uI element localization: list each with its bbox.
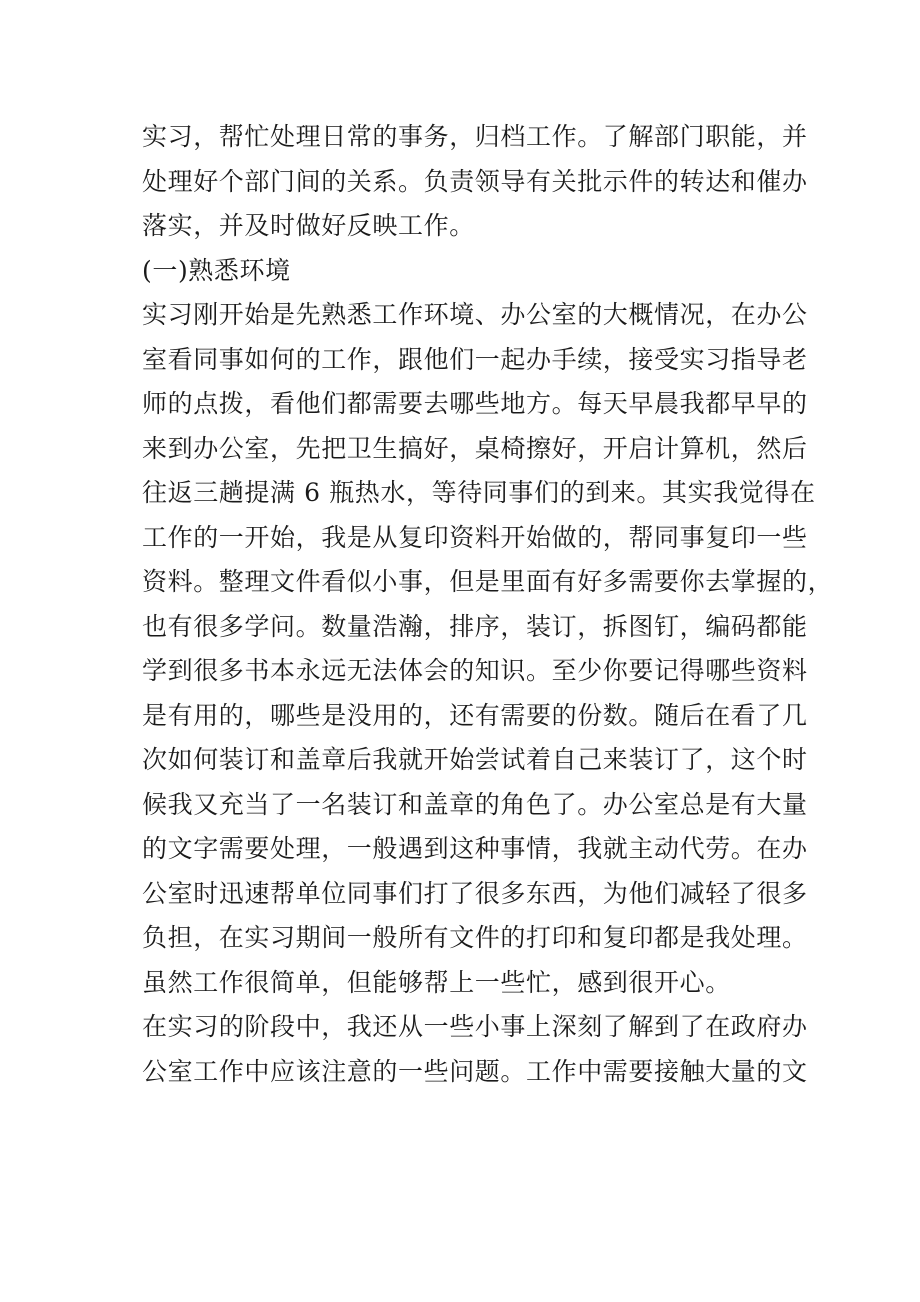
text-line: 往返三趟提满 6 瓶热水，等待同事们的到来。其实我觉得在 xyxy=(142,478,816,507)
section-heading: (一)熟悉环境 xyxy=(142,255,291,285)
text-line: 处理好个部门间的关系。负责领导有关批示件的转达和催办 xyxy=(142,166,808,196)
text-line: 实习刚开始是先熟悉工作环境、办公室的大概情况，在办公 xyxy=(142,300,808,329)
text-line: 来到办公室，先把卫生搞好，桌椅擦好，开启计算机，然后 xyxy=(142,433,808,463)
text-line: 学到很多书本永远无法体会的知识。至少你要记得哪些资料 xyxy=(142,656,808,685)
text-line: 的文字需要处理，一般遇到这种事情，我就主动代劳。在办 xyxy=(142,834,808,863)
text-line: 落实，并及时做好反映工作。 xyxy=(142,211,475,240)
document-body xyxy=(142,115,834,1094)
text-line: 资料。整理文件看似小事，但是里面有好多需要你去掌握的， xyxy=(142,567,834,596)
text-line: 候我又充当了一名装订和盖章的角色了。办公室总是有大量 xyxy=(142,789,808,819)
text-line: 工作的一开始，我是从复印资料开始做的，帮同事复印一些 xyxy=(142,522,808,552)
text-line: 在实习的阶段中，我还从一些小事上深刻了解到了在政府办 xyxy=(142,1012,808,1041)
text-line: 室看同事如何的工作，跟他们一起办手续，接受实习指导老 xyxy=(142,344,808,374)
text-line: 实习，帮忙处理日常的事务，归档工作。了解部门职能，并 xyxy=(142,122,808,151)
text-line: 也有很多学问。数量浩瀚，排序，装订，拆图钉，编码都能 xyxy=(142,611,808,641)
text-line: 次如何装订和盖章后我就开始尝试着自己来装订了，这个时 xyxy=(142,745,808,774)
text-line: 师的点拨，看他们都需要去哪些地方。每天早晨我都早早的 xyxy=(142,389,808,418)
text-line: 虽然工作很简单，但能够帮上一些忙，感到很开心。 xyxy=(142,967,731,997)
text-line: 公室工作中应该注意的一些问题。工作中需要接触大量的文 xyxy=(142,1056,808,1086)
text-line: 负担，在实习期间一般所有文件的打印和复印都是我处理。 xyxy=(142,923,808,952)
text-line: 是有用的，哪些是没用的，还有需要的份数。随后在看了几 xyxy=(142,700,808,730)
text-line: 公室时迅速帮单位同事们打了很多东西，为他们减轻了很多 xyxy=(142,878,808,908)
